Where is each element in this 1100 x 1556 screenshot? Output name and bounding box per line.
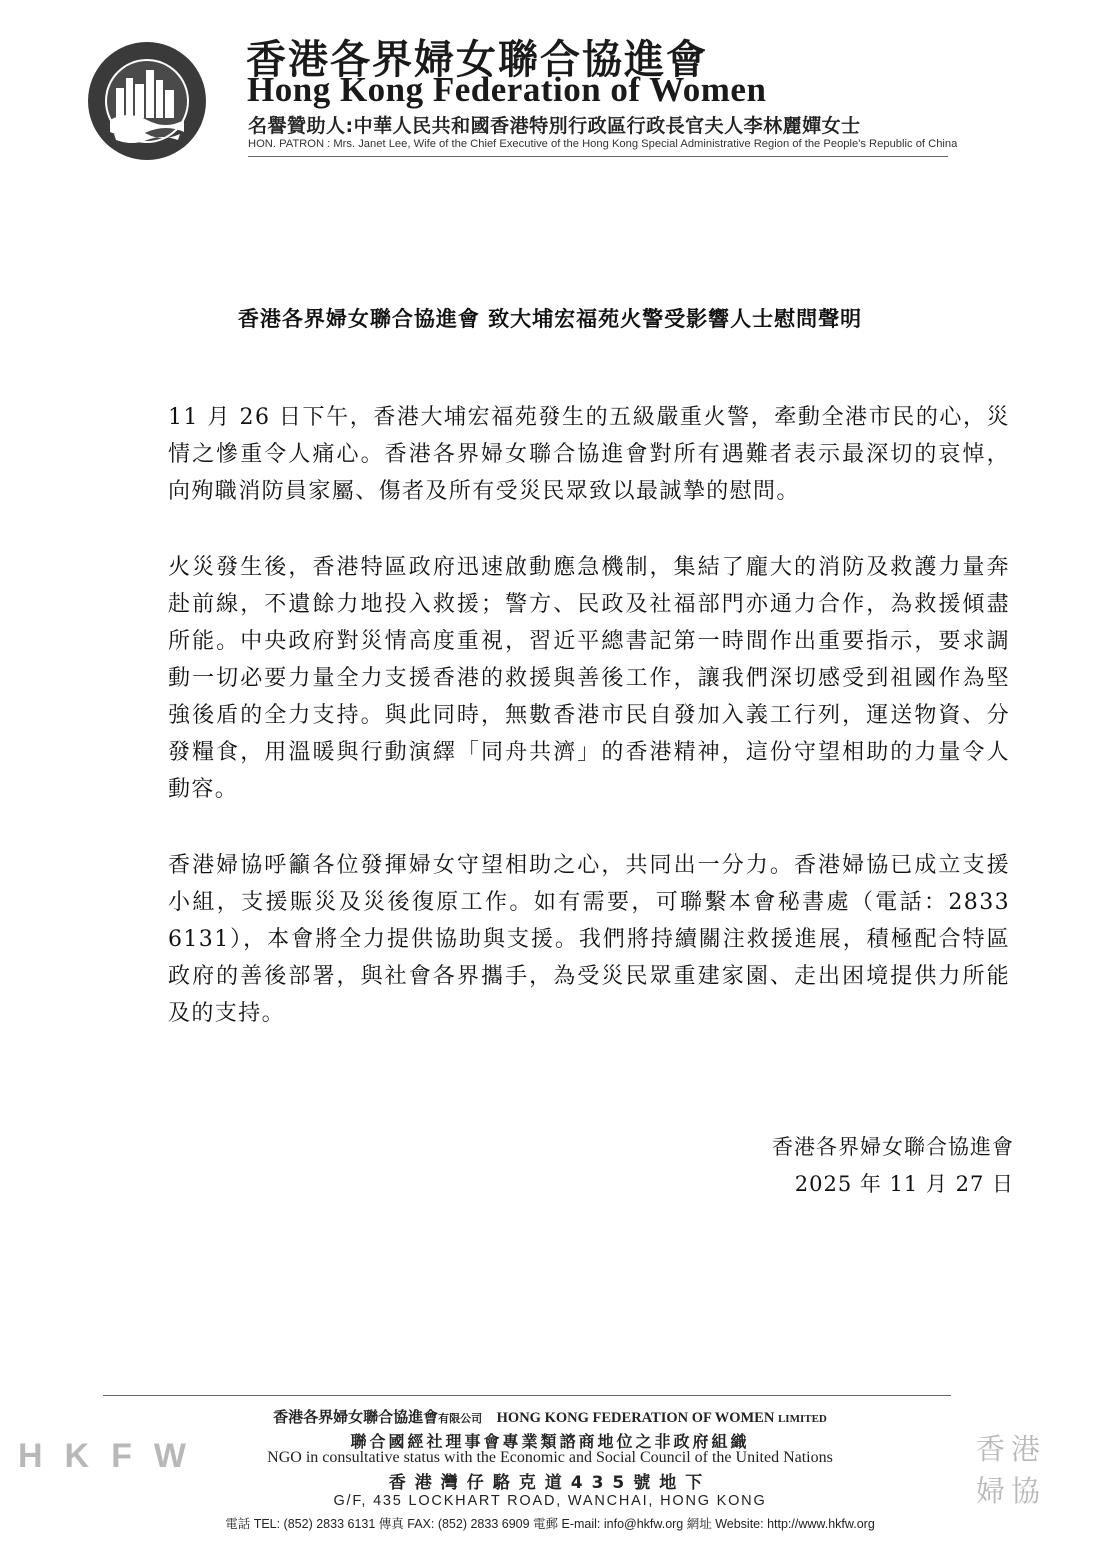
patron-en: HON. PATRON : Mrs. Janet Lee, Wife of the Chief Executive of the Hong Kong Special Administrative Region of the People's Republic of China	[248, 138, 958, 150]
paragraph-1: 11 月 26 日下午，香港大埔宏福苑發生的五級嚴重火警，牽動全港市民的心，災情之慘重令人痛心。香港各界婦女聯合協進會對所有遇難者表示最深切的哀悼，向殉職消防員家屬、傷者及所有受災民眾致以最誠摯的慰問。	[168, 405, 1010, 504]
footer-address-zh: 香港灣仔駱克道435號地下	[388, 1473, 712, 1493]
org-name-zh: 香港各界婦女聯合協進會	[246, 37, 708, 83]
org-name-en: Hong Kong Federation of Women	[247, 70, 767, 109]
federation-logo	[86, 40, 208, 162]
footer-divider	[103, 1395, 951, 1396]
footer-company-zh: 香港各界婦女聯合協進會	[273, 1408, 439, 1426]
patron-zh: 名譽贊助人:中華人民共和國香港特別行政區行政長官夫人李林麗嬋女士	[248, 115, 861, 137]
federation-logo-graphic	[86, 40, 208, 162]
footer-address-en: G/F, 435 LOCKHART ROAD, WANCHAI, HONG KONG	[333, 1493, 767, 1509]
footer-company-en-suffix: LIMITED	[777, 1413, 827, 1425]
footer-company	[0, 1406, 1100, 1427]
footer-contact: 電話 TEL: (852) 2833 6131 傳真 FAX: (852) 2833 6909 電郵 E-mail: info@hkfw.org 網址 Website: http://www.hkfw.org	[225, 1517, 875, 1531]
paragraph-3: 香港婦協呼籲各位發揮婦女守望相助之心，共同出一分力。香港婦協已成立支援小組，支援賑災及災後復原工作。如有需要，可聯繫本會秘書處（電話：2833 6131），本會將全力提供協助與支援。我們將持續關注救援進展，積極配合特區政府的善後部署，與社會各界攜手，為受災民眾重建家園、走出困境提供力所能及的支持。	[168, 853, 1010, 1026]
hkfw-side-mark: HKFW	[18, 1437, 208, 1475]
signature-org: 香港各界婦女聯合協進會	[772, 1135, 1014, 1159]
seal-side-mark: 香港婦協	[976, 1432, 1047, 1508]
footer-company-zh-suffix: 有限公司	[438, 1412, 483, 1425]
document-title: 香港各界婦女聯合協進會 致大埔宏福苑火警受影響人士慰問聲明	[237, 307, 863, 331]
footer-ngo-status-zh: 聯合國經社理事會專業類諮商地位之非政府組織	[350, 1432, 750, 1451]
letterhead-divider	[248, 156, 948, 157]
paragraph-2: 火災發生後，香港特區政府迅速啟動應急機制，集結了龐大的消防及救護力量奔赴前線，不遺餘力地投入救援；警方、民政及社福部門亦通力合作，為救援傾盡所能。中央政府對災情高度重視，習近平總書記第一時間作出重要指示，要求調動一切必要力量全力支援香港的救援與善後工作，讓我們深切感受到祖國作為堅強後盾的全力支持。與此同時，無數香港市民自發加入義工行列，運送物資、分發糧食，用溫暖與行動演繹「同舟共濟」的香港精神，這份守望相助的力量令人動容。	[168, 555, 1010, 802]
footer-company-en: HONG KONG FEDERATION OF WOMEN	[496, 1410, 775, 1426]
footer-ngo-status-en: NGO in consultative status with the Economic and Social Council of the United Nations	[267, 1449, 833, 1466]
signature-date: 2025 年 11 月 27 日	[794, 1172, 1014, 1196]
